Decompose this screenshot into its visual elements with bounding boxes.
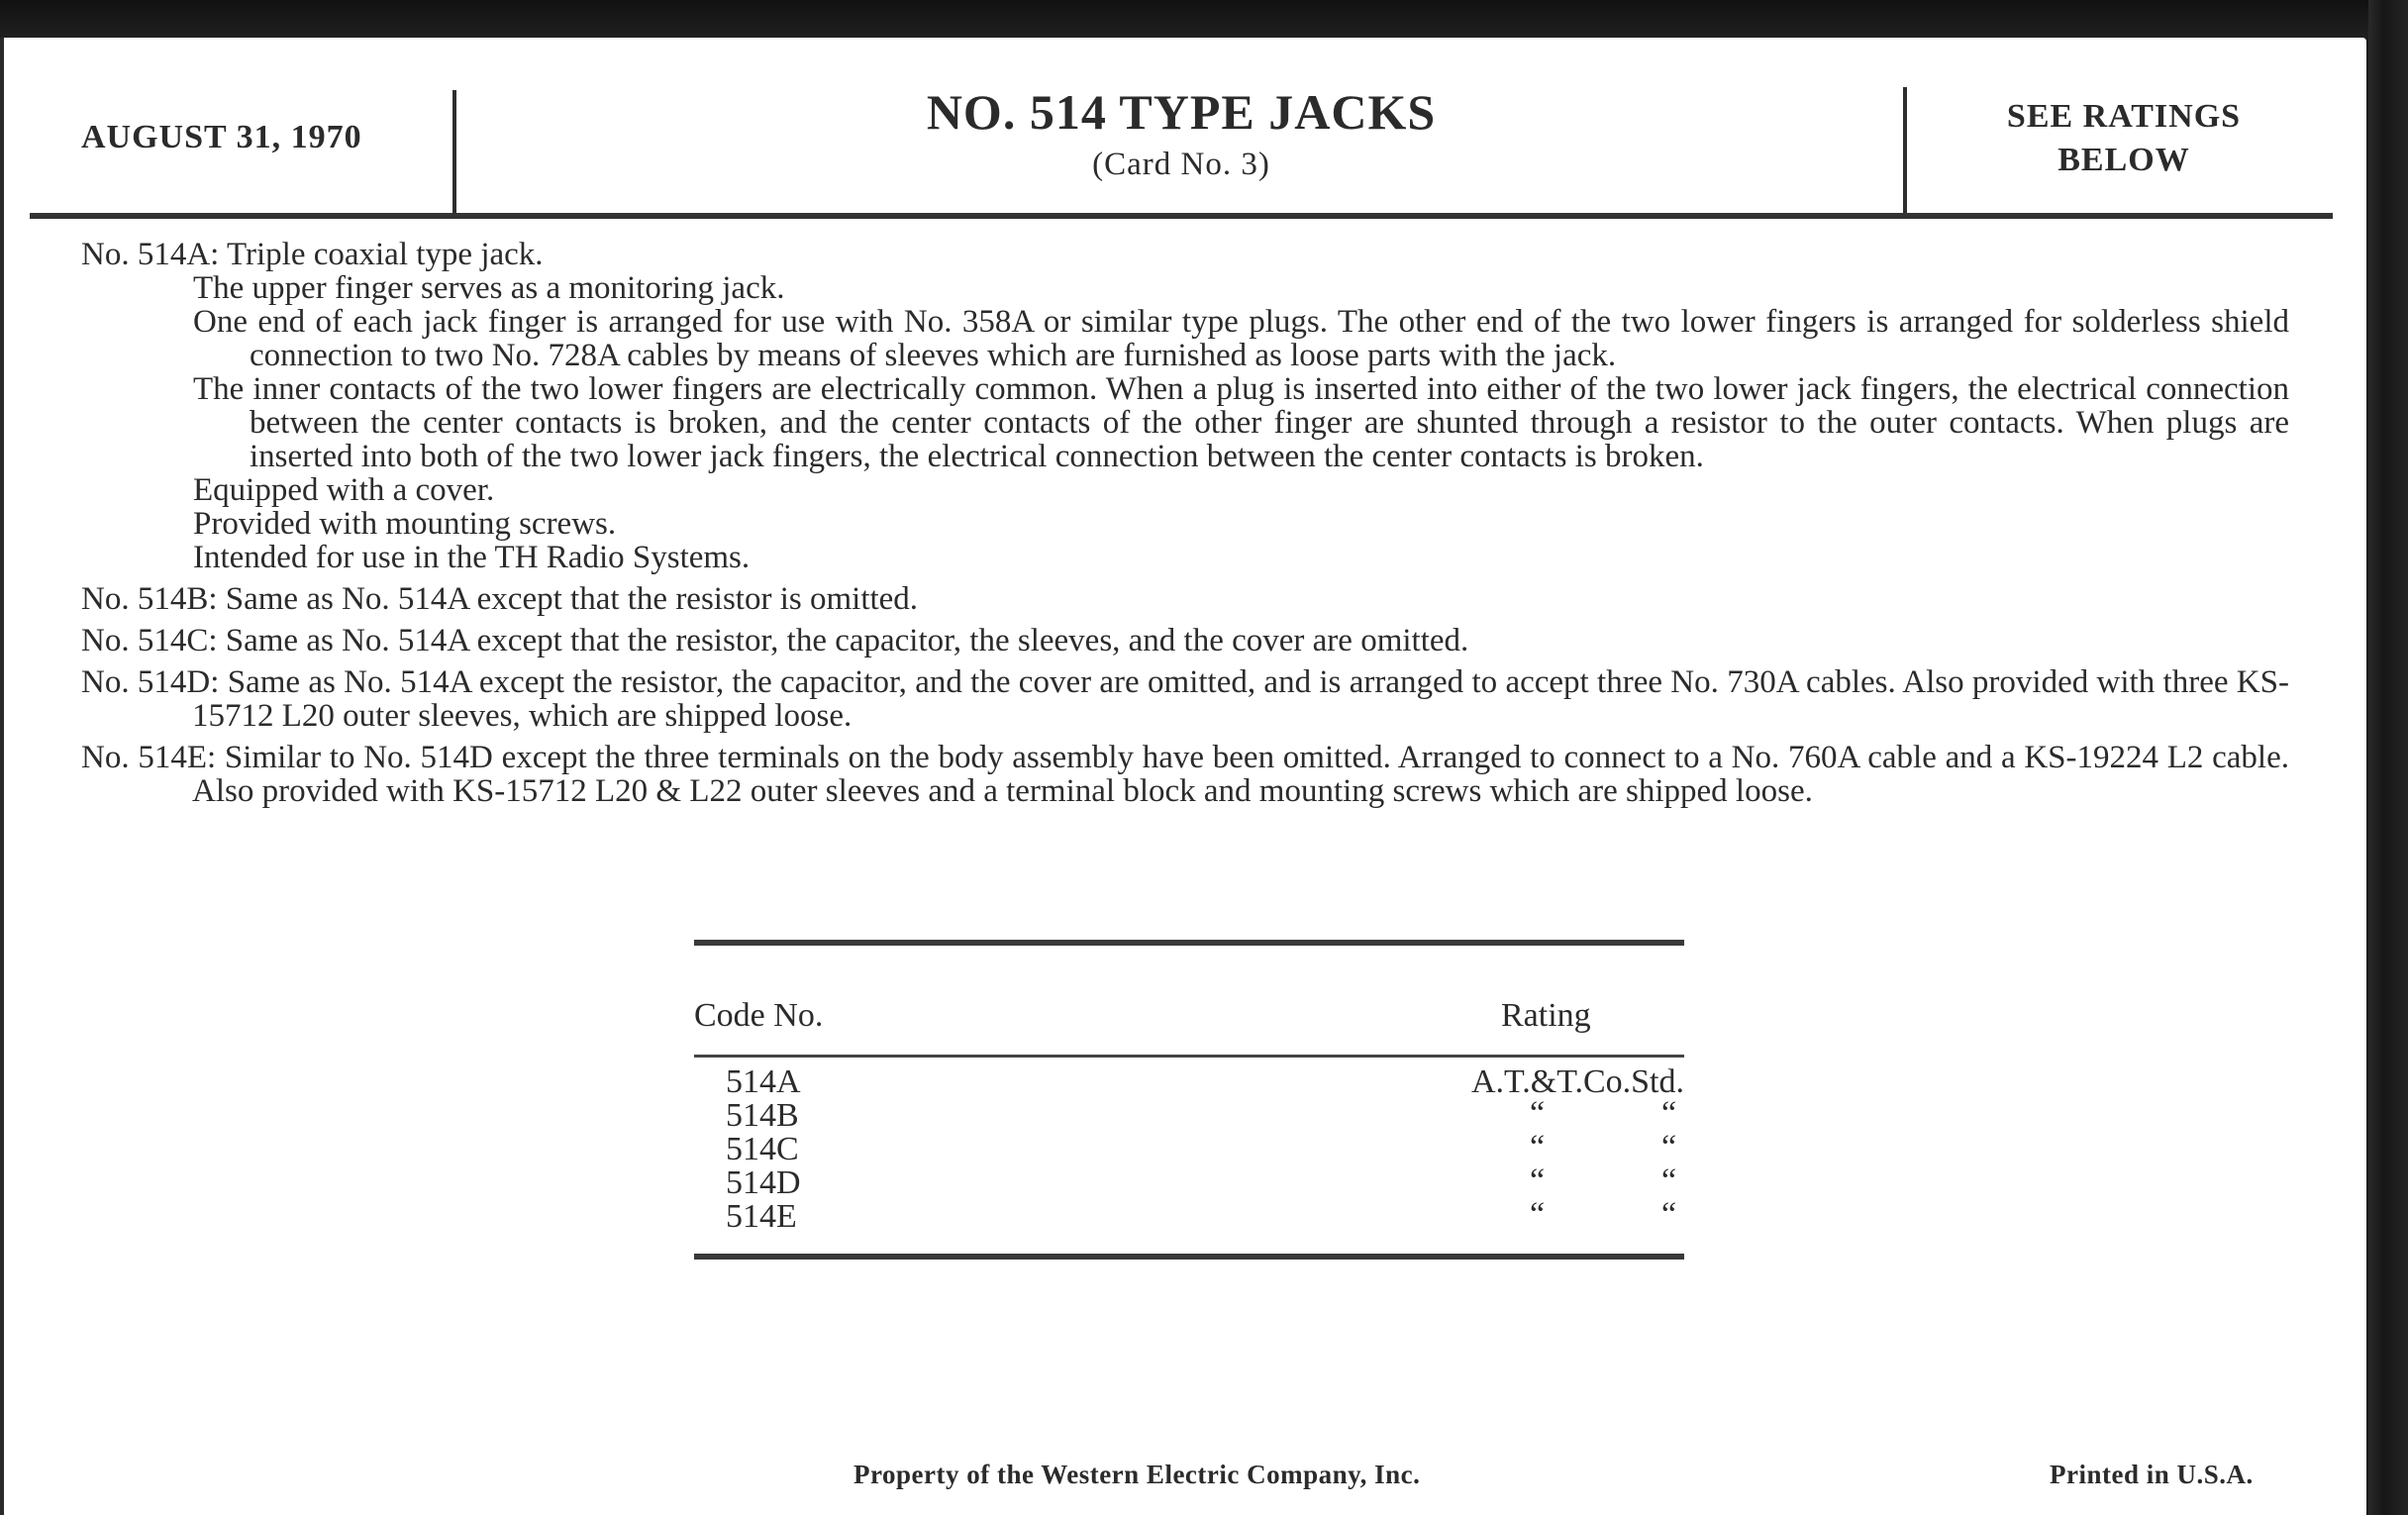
description-body (81, 238, 2289, 808)
cell-code: 514A (726, 1063, 801, 1100)
issue-date: AUGUST 31, 1970 (81, 119, 362, 155)
entry-text: Same as No. 514A except the resistor, the capacitor, and the cover are omitted, and is arranged to accept three No. 730A cables. Also provided with three KS-15712 L20 outer sleeves, which are shipped loose. (192, 664, 2289, 734)
ditto-mark: “ (1530, 1095, 1546, 1132)
entry-lead (81, 741, 2289, 808)
ditto-mark: “ (1530, 1162, 1546, 1199)
printed-notice: Printed in U.S.A. (2050, 1460, 2254, 1489)
card-number: (Card No. 3) (1092, 147, 1270, 182)
spec-card (4, 38, 2366, 1515)
entry-514e (81, 741, 2289, 808)
entry-paragraph: Provided with mounting screws. (193, 506, 617, 542)
entry-lead (81, 238, 2289, 271)
cell-code: 514E (726, 1198, 797, 1235)
entry-text: Similar to No. 514D except the three terminals on the body assembly have been omitted. Arranged to connect to a No. 760A cable and a KS-19224 L2 cable. Also provided with KS-15712 L20 & L22 outer sleeves and a terminal block and mounting screws which are shipped loose. (192, 740, 2289, 809)
ratings-note-line2: BELOW (2057, 142, 2190, 178)
table-row (694, 1095, 1684, 1134)
ownership-notice: Property of the Western Electric Company, Inc. (853, 1460, 1421, 1489)
entry-lead (81, 624, 2289, 657)
ditto-marks (694, 1129, 1684, 1166)
entry-text: Same as No. 514A except that the resistor, the capacitor, the sleeves, and the cover are omitted. (225, 623, 1469, 658)
entry-text: Triple coaxial type jack. (227, 237, 544, 272)
table-row (694, 1162, 1684, 1201)
cell-rating: A.T.&T.Co.Std. (1470, 1063, 1684, 1100)
entry-paragraph: The inner contacts of the two lower fingers are electrically common. When a plug is inserted into either of the two lower jack fingers, the electrical connection between the center contacts is broken, and the center contacts of the other finger are shunted through a resistor to the outer contacts. When plugs are inserted into both of the two lower jack fingers, the electrical connection between the center contacts is broken. (193, 371, 2289, 474)
ditto-mark: “ (1530, 1129, 1546, 1165)
ratings-note (1911, 95, 2337, 182)
table-rule-header (694, 1055, 1684, 1058)
ditto-mark: “ (1661, 1129, 1677, 1165)
entry-code: No. 514A: (81, 237, 220, 272)
entry-code: No. 514D: (81, 664, 220, 700)
table-row (694, 1196, 1684, 1235)
header-rule (30, 213, 2333, 219)
ditto-mark: “ (1661, 1196, 1677, 1233)
ditto-marks (694, 1162, 1684, 1200)
table-body (694, 1065, 1684, 1234)
cell-code: 514D (726, 1164, 801, 1201)
table-header (694, 997, 1684, 1055)
header-divider-right (1903, 87, 1907, 214)
entry-paragraph: Intended for use in the TH Radio Systems. (193, 540, 751, 575)
entry-paragraph: Equipped with a cover. (193, 472, 495, 508)
entry-code: No. 514E: (81, 740, 217, 775)
scan-border-top (0, 0, 2408, 38)
entry-lead (81, 665, 2289, 733)
table-row (694, 1065, 1684, 1099)
entry-514b (81, 582, 2289, 616)
ditto-mark: “ (1530, 1196, 1546, 1233)
ditto-marks (694, 1196, 1684, 1234)
ditto-mark: “ (1661, 1095, 1677, 1132)
column-header-code: Code No. (694, 997, 824, 1034)
ditto-marks (694, 1095, 1684, 1133)
table-row (694, 1129, 1684, 1167)
entry-code: No. 514C: (81, 623, 218, 658)
cell-code: 514B (726, 1097, 799, 1134)
entry-text: Same as No. 514A except that the resistor is omitted. (225, 581, 919, 617)
page-title: NO. 514 TYPE JACKS (926, 84, 1437, 140)
entry-code: No. 514B: (81, 581, 218, 617)
ditto-mark: “ (1661, 1162, 1677, 1199)
entry-paragraph: One end of each jack finger is arranged for use with No. 358A or similar type plugs. The other end of the two lower fingers is arranged for solderless shield connection to two No. 728A cables by means of sleeves which are furnished as loose parts with the jack. (193, 304, 2289, 373)
header-divider-left (452, 90, 456, 215)
table-rule-bottom (694, 1254, 1684, 1260)
ratings-table (694, 940, 1684, 1260)
entry-514d (81, 665, 2289, 733)
entry-lead (81, 582, 2289, 616)
entry-514c (81, 624, 2289, 657)
entry-paragraph: The upper finger serves as a monitoring jack. (193, 270, 785, 306)
table-rule-top (694, 940, 1684, 946)
ratings-note-line1: SEE RATINGS (2006, 98, 2242, 135)
entry-514a (81, 238, 2289, 574)
scan-border-right (2368, 0, 2408, 1515)
cell-code: 514C (726, 1131, 799, 1167)
column-header-rating: Rating (1501, 997, 1591, 1034)
